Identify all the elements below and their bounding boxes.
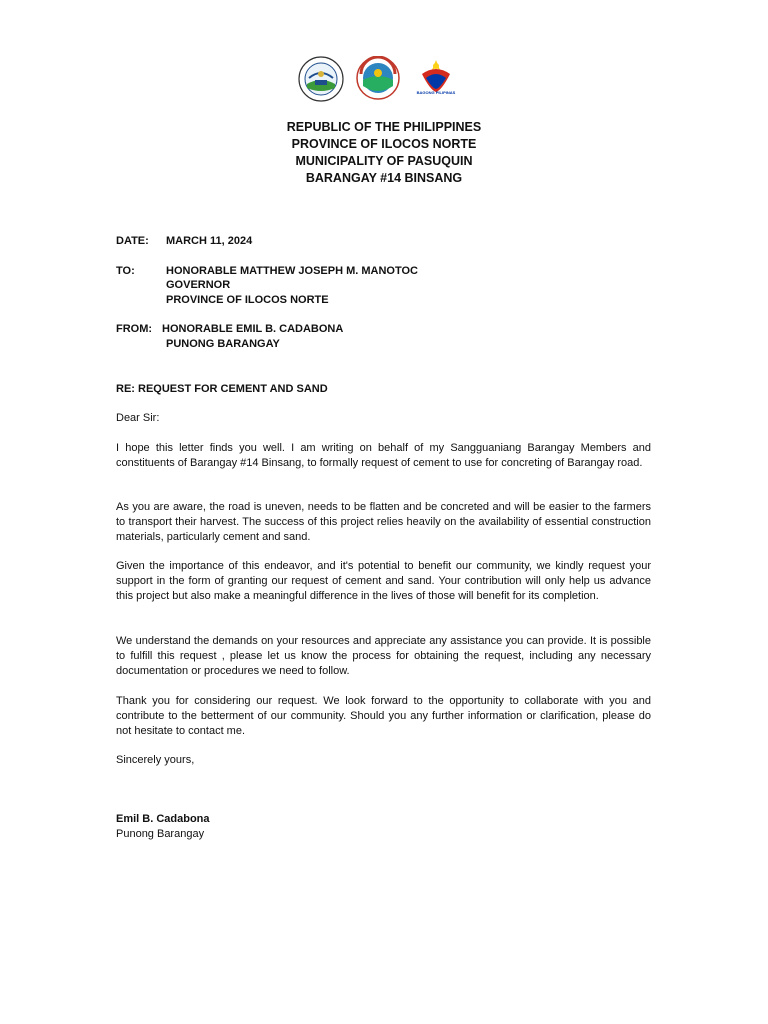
to-line-2: GOVERNOR xyxy=(166,279,231,291)
paragraph-text: We understand the demands on your resources and appreciate any assistance you can provide. It is possible to fulfill this request , please let us know the process for obtaining the request, including any necessary documentation or procedures we need to follow. xyxy=(116,635,651,677)
salutation: Dear Sir: xyxy=(116,412,160,424)
bagong-pilipinas-logo-icon xyxy=(416,56,456,96)
header-line-2: PROVINCE OF ILOCOS NORTE xyxy=(291,137,477,151)
paragraph-text: Given the importance of this endeavor, and it's potential to benefit our community, we kindly request your support in the form of granting our request of cement and sand. Your contribution will only help us advance this project but also make a meaningful difference in the lives of those will benefit for its completion. xyxy=(116,560,651,602)
logo-row xyxy=(0,56,768,104)
bagong-pilipinas-label: BAGONG PILIPINAS xyxy=(416,90,456,95)
subject-line: RE: REQUEST FOR CEMENT AND SAND xyxy=(116,383,328,395)
body-paragraph-5 xyxy=(116,694,651,739)
header-line-3: MUNICIPALITY OF PASUQUIN xyxy=(295,154,473,168)
body-paragraph-1 xyxy=(116,441,651,471)
to-line-3: PROVINCE OF ILOCOS NORTE xyxy=(166,294,329,306)
closing: Sincerely yours, xyxy=(116,754,195,766)
to-line-1: HONORABLE MATTHEW JOSEPH M. MANOTOC xyxy=(166,265,418,277)
barangay-seal-icon xyxy=(356,56,400,100)
body-paragraph-4 xyxy=(116,634,651,679)
signature-name: Emil B. Cadabona xyxy=(116,813,210,825)
header-line-1: REPUBLIC OF THE PHILIPPINES xyxy=(286,120,482,134)
body-paragraph-2 xyxy=(116,500,651,545)
letterhead xyxy=(0,119,768,187)
paragraph-text: Thank you for considering our request. We look forward to the opportunity to collaborate with you and contribute to the betterment of our community. Should you any further information or clarification, please do not hesitate to contact me. xyxy=(116,695,651,737)
from-line-2: PUNONG BARANGAY xyxy=(166,338,280,350)
body-paragraph-3 xyxy=(116,559,651,604)
date-label: DATE: xyxy=(116,235,149,247)
paragraph-text: As you are aware, the road is uneven, needs to be flatten and be concreted and will be easier to the farmers to transport their harvest. The success of this project relies heavily on the availability of essential construction materials, particularly cement and sand. xyxy=(116,501,651,543)
header-line-4: BARANGAY #14 BINSANG xyxy=(305,171,463,185)
municipality-seal-icon xyxy=(298,56,344,102)
signature-title: Punong Barangay xyxy=(116,828,205,840)
from-label: FROM: xyxy=(116,323,153,335)
date-value: MARCH 11, 2024 xyxy=(166,235,253,247)
from-line-1: HONORABLE EMIL B. CADABONA xyxy=(162,323,344,335)
paragraph-text: I hope this letter finds you well. I am writing on behalf of my Sangguaniang Barangay Members and constituents of Barangay #14 Binsang, to formally request of cement to use for concreting of Barangay road. xyxy=(116,442,651,469)
to-label: TO: xyxy=(116,265,135,277)
